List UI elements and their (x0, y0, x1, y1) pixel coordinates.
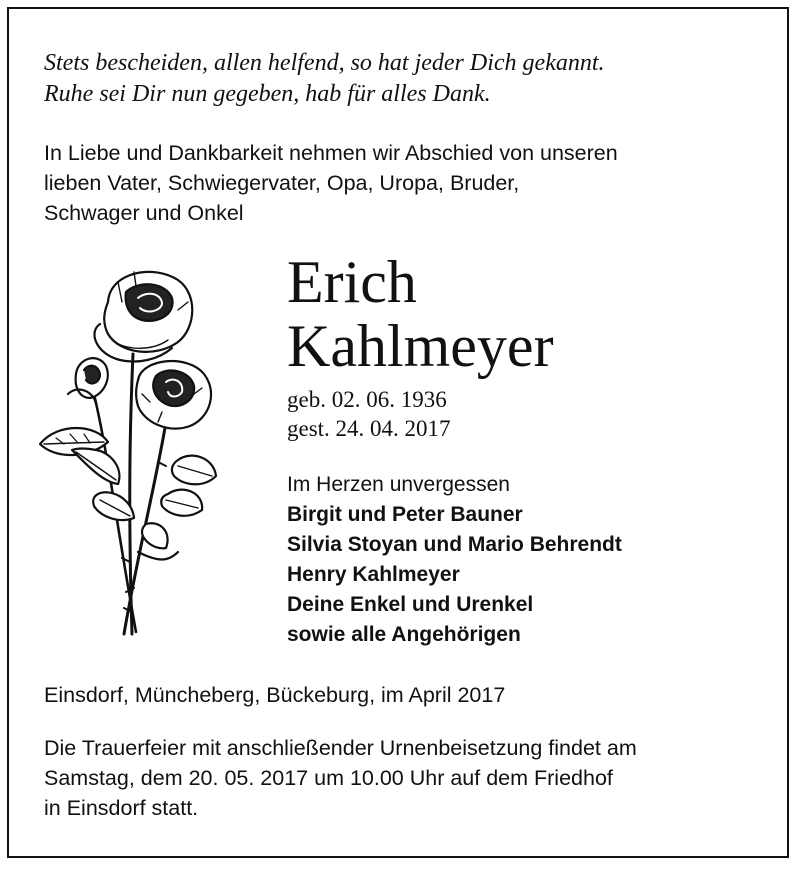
first-name: Erich (287, 249, 417, 315)
funeral-line: Die Trauerfeier mit anschließender Urnenbeisetzung findet am (44, 736, 637, 760)
funeral-notice (44, 733, 637, 823)
intro-line: In Liebe und Dankbarkeit nehmen wir Abschied von unseren (44, 141, 618, 165)
life-dates (287, 385, 451, 443)
mourner-name: Deine Enkel und Urenkel (287, 593, 534, 616)
mourners-lead: Im Herzen unvergessen (287, 473, 510, 496)
place-and-date: Einsdorf, Müncheberg, Bückeburg, im April 2017 (44, 683, 506, 707)
death-date: gest. 24. 04. 2017 (287, 416, 451, 441)
deceased-name (287, 250, 554, 378)
funeral-line: in Einsdorf statt. (44, 796, 199, 820)
last-name: Kahlmeyer (287, 313, 554, 379)
mourner-name: Henry Kahlmeyer (287, 563, 460, 586)
mourners-list (287, 470, 622, 650)
funeral-line: Samstag, dem 20. 05. 2017 um 10.00 Uhr auf dem Friedhof (44, 766, 613, 790)
intro-line: lieben Vater, Schwiegervater, Opa, Uropa, Bruder, (44, 171, 520, 195)
motto-verse (44, 48, 605, 110)
intro-text (44, 138, 618, 228)
birth-date: geb. 02. 06. 1936 (287, 387, 447, 412)
mourner-name: Birgit und Peter Bauner (287, 503, 523, 526)
rose-illustration-icon (38, 262, 228, 640)
mourner-name: Silvia Stoyan und Mario Behrendt (287, 533, 622, 556)
motto-line: Ruhe sei Dir nun gegeben, hab für alles Dank. (44, 81, 491, 107)
motto-line: Stets bescheiden, allen helfend, so hat jeder Dich gekannt. (44, 50, 605, 76)
mourner-name: sowie alle Angehörigen (287, 623, 521, 646)
intro-line: Schwager und Onkel (44, 201, 244, 225)
